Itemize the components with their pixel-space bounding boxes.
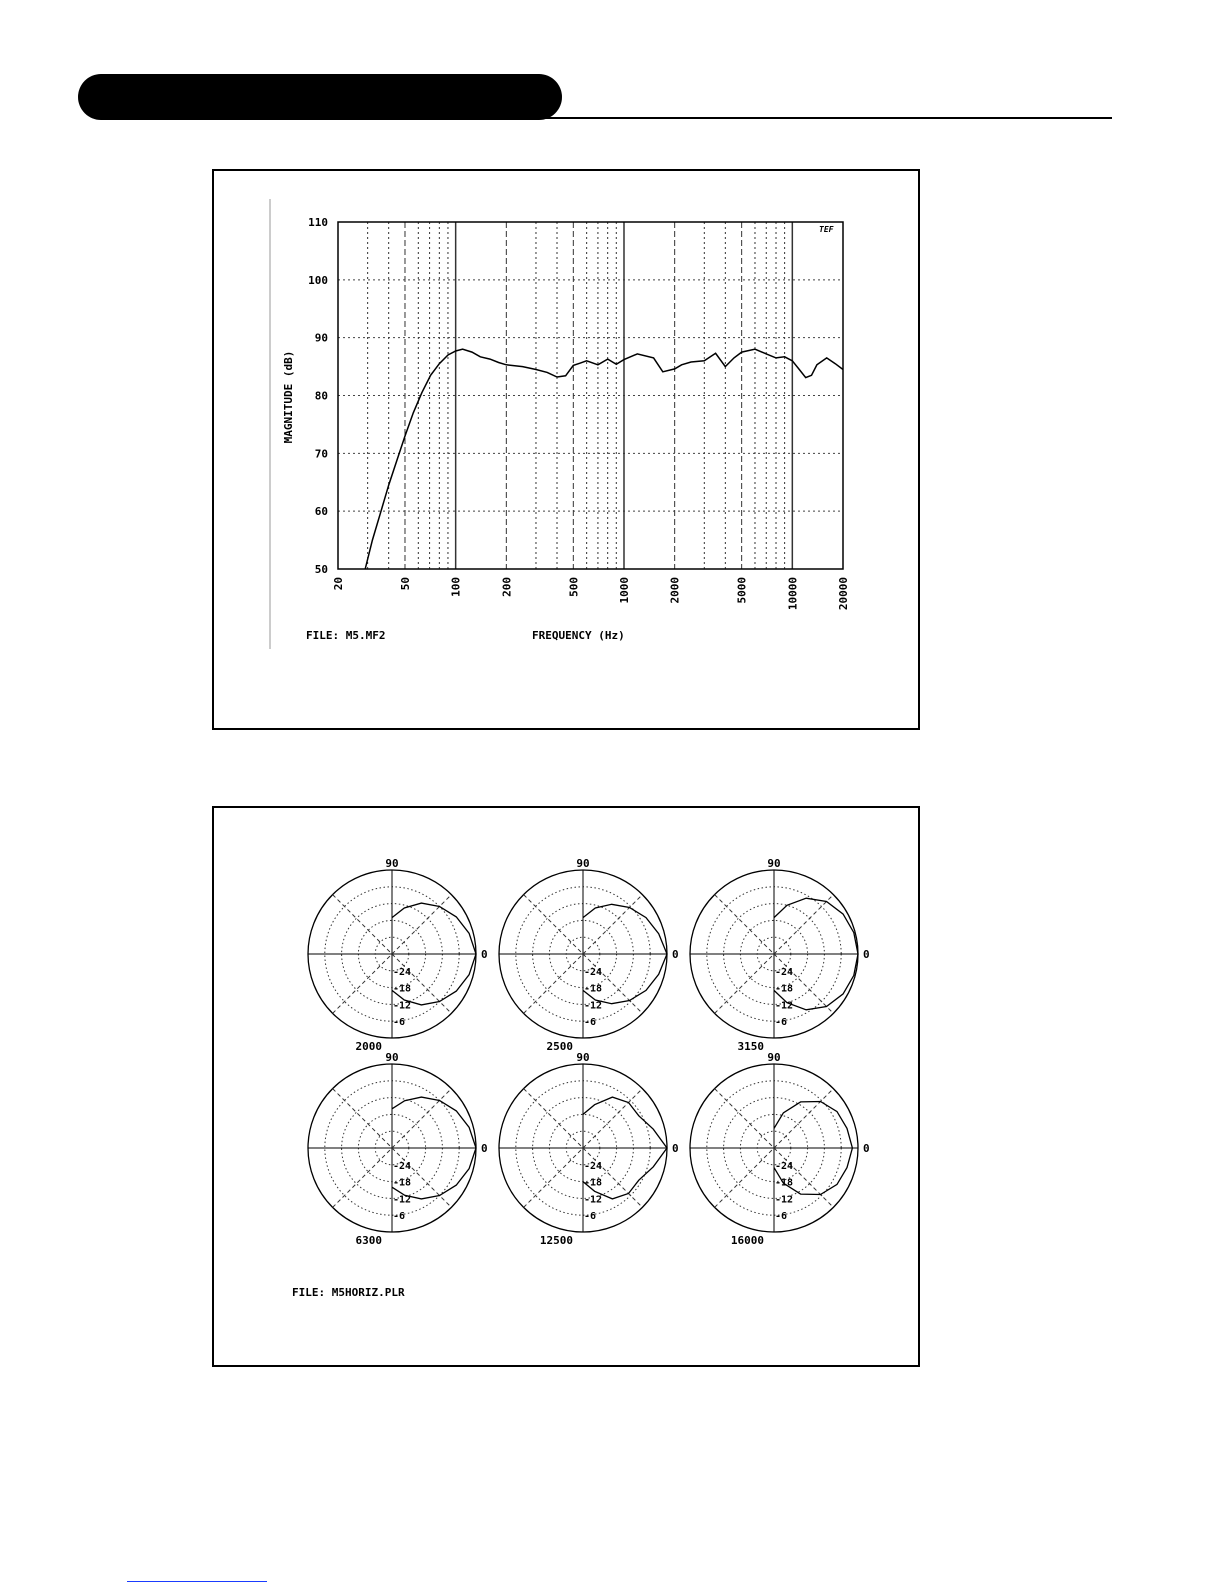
polar-plot [499,857,679,1053]
y-tick-label: 110 [308,216,328,229]
x-tick-label: 10000 [786,577,800,611]
polar-plot [499,1051,679,1247]
polar-radial-label: -18 [775,1177,794,1189]
y-tick-label: 80 [314,389,328,403]
polar-file-label: FILE: M5HORIZ.PLR [292,1286,405,1299]
polar-angle-label-right: 0 [481,948,488,961]
header-rule [540,117,1112,119]
polar-frequency-label: 12500 [539,1234,573,1247]
tef-logo: TEF [819,225,834,234]
x-tick-label: 20000 [837,577,850,611]
polar-response-panel [212,806,920,1367]
y-tick-label: 100 [308,273,328,287]
polar-frequency-label: 6300 [355,1234,382,1247]
x-tick-label: 2000 [668,577,682,604]
y-tick-label: 50 [314,563,328,576]
frequency-response-panel [212,169,920,730]
polar-radial-label: -24 [775,1160,794,1172]
polar-radial-label: -6 [775,1211,788,1223]
polar-angle-label-right: 0 [672,1142,679,1155]
polar-radial-label: -12 [584,1194,603,1206]
x-tick-label: 20 [332,577,345,591]
x-tick-label: 200 [500,577,514,597]
polar-angle-label-top: 90 [767,857,781,870]
polar-radial-label: -24 [584,1160,603,1172]
polar-frequency-label: 3150 [737,1040,764,1053]
x-tick-label: 100 [449,577,463,597]
polar-radial-label: -18 [393,983,412,995]
polar-angle-label-right: 0 [481,1142,488,1155]
polar-angle-label-right: 0 [863,1142,870,1155]
y-axis-label: MAGNITUDE (dB) [282,350,295,444]
polar-plot [690,1051,870,1247]
polar-radial-label: -12 [584,1000,603,1012]
y-tick-label: 60 [314,505,328,519]
polar-radial-label: -6 [584,1017,597,1029]
polar-angle-label-right: 0 [672,948,679,961]
polar-angle-label-top: 90 [385,1051,399,1064]
y-tick-label: 90 [314,331,328,345]
x-tick-label: 5000 [735,577,749,604]
file-label: FILE: M5.MF2 [306,629,386,642]
polar-frequency-label: 16000 [730,1234,764,1247]
polar-radial-label: -6 [393,1211,406,1223]
x-tick-label: 50 [398,577,412,591]
polar-plot [308,1051,488,1247]
polar-response-charts [214,808,918,1365]
polar-radial-label: -6 [393,1017,406,1029]
polar-radial-label: -24 [393,1160,412,1172]
polar-radial-label: -18 [393,1177,412,1189]
polar-plot [308,857,488,1053]
polar-radial-label: -18 [584,1177,603,1189]
polar-radial-label: -24 [584,966,603,978]
polar-angle-label-top: 90 [576,1051,590,1064]
polar-radial-label: -12 [775,1194,794,1206]
polar-frequency-label: 2000 [355,1040,382,1053]
y-tick-label: 70 [314,447,328,461]
polar-angle-label-top: 90 [385,857,399,870]
polar-radial-label: -6 [775,1017,788,1029]
magnitude-series-line [365,349,843,569]
bottom-rule [127,1581,267,1582]
polar-angle-label-right: 0 [863,948,870,961]
polar-radial-label: -18 [584,983,603,995]
polar-radial-label: -18 [775,983,794,995]
polar-frequency-label: 2500 [546,1040,573,1053]
polar-angle-label-top: 90 [576,857,590,870]
x-axis-label: FREQUENCY (Hz) [532,629,625,642]
frequency-response-chart [214,171,918,728]
polar-radial-label: -24 [775,966,794,978]
polar-radial-label: -12 [775,1000,794,1012]
polar-plot [690,857,870,1053]
polar-radial-label: -12 [393,1194,412,1206]
polar-angle-label-top: 90 [767,1051,781,1064]
x-tick-label: 500 [567,577,581,597]
x-tick-label: 1000 [617,577,631,604]
polar-radial-label: -24 [393,966,412,978]
header-bar [78,74,562,120]
polar-radial-label: -6 [584,1211,597,1223]
polar-radial-label: -12 [393,1000,412,1012]
